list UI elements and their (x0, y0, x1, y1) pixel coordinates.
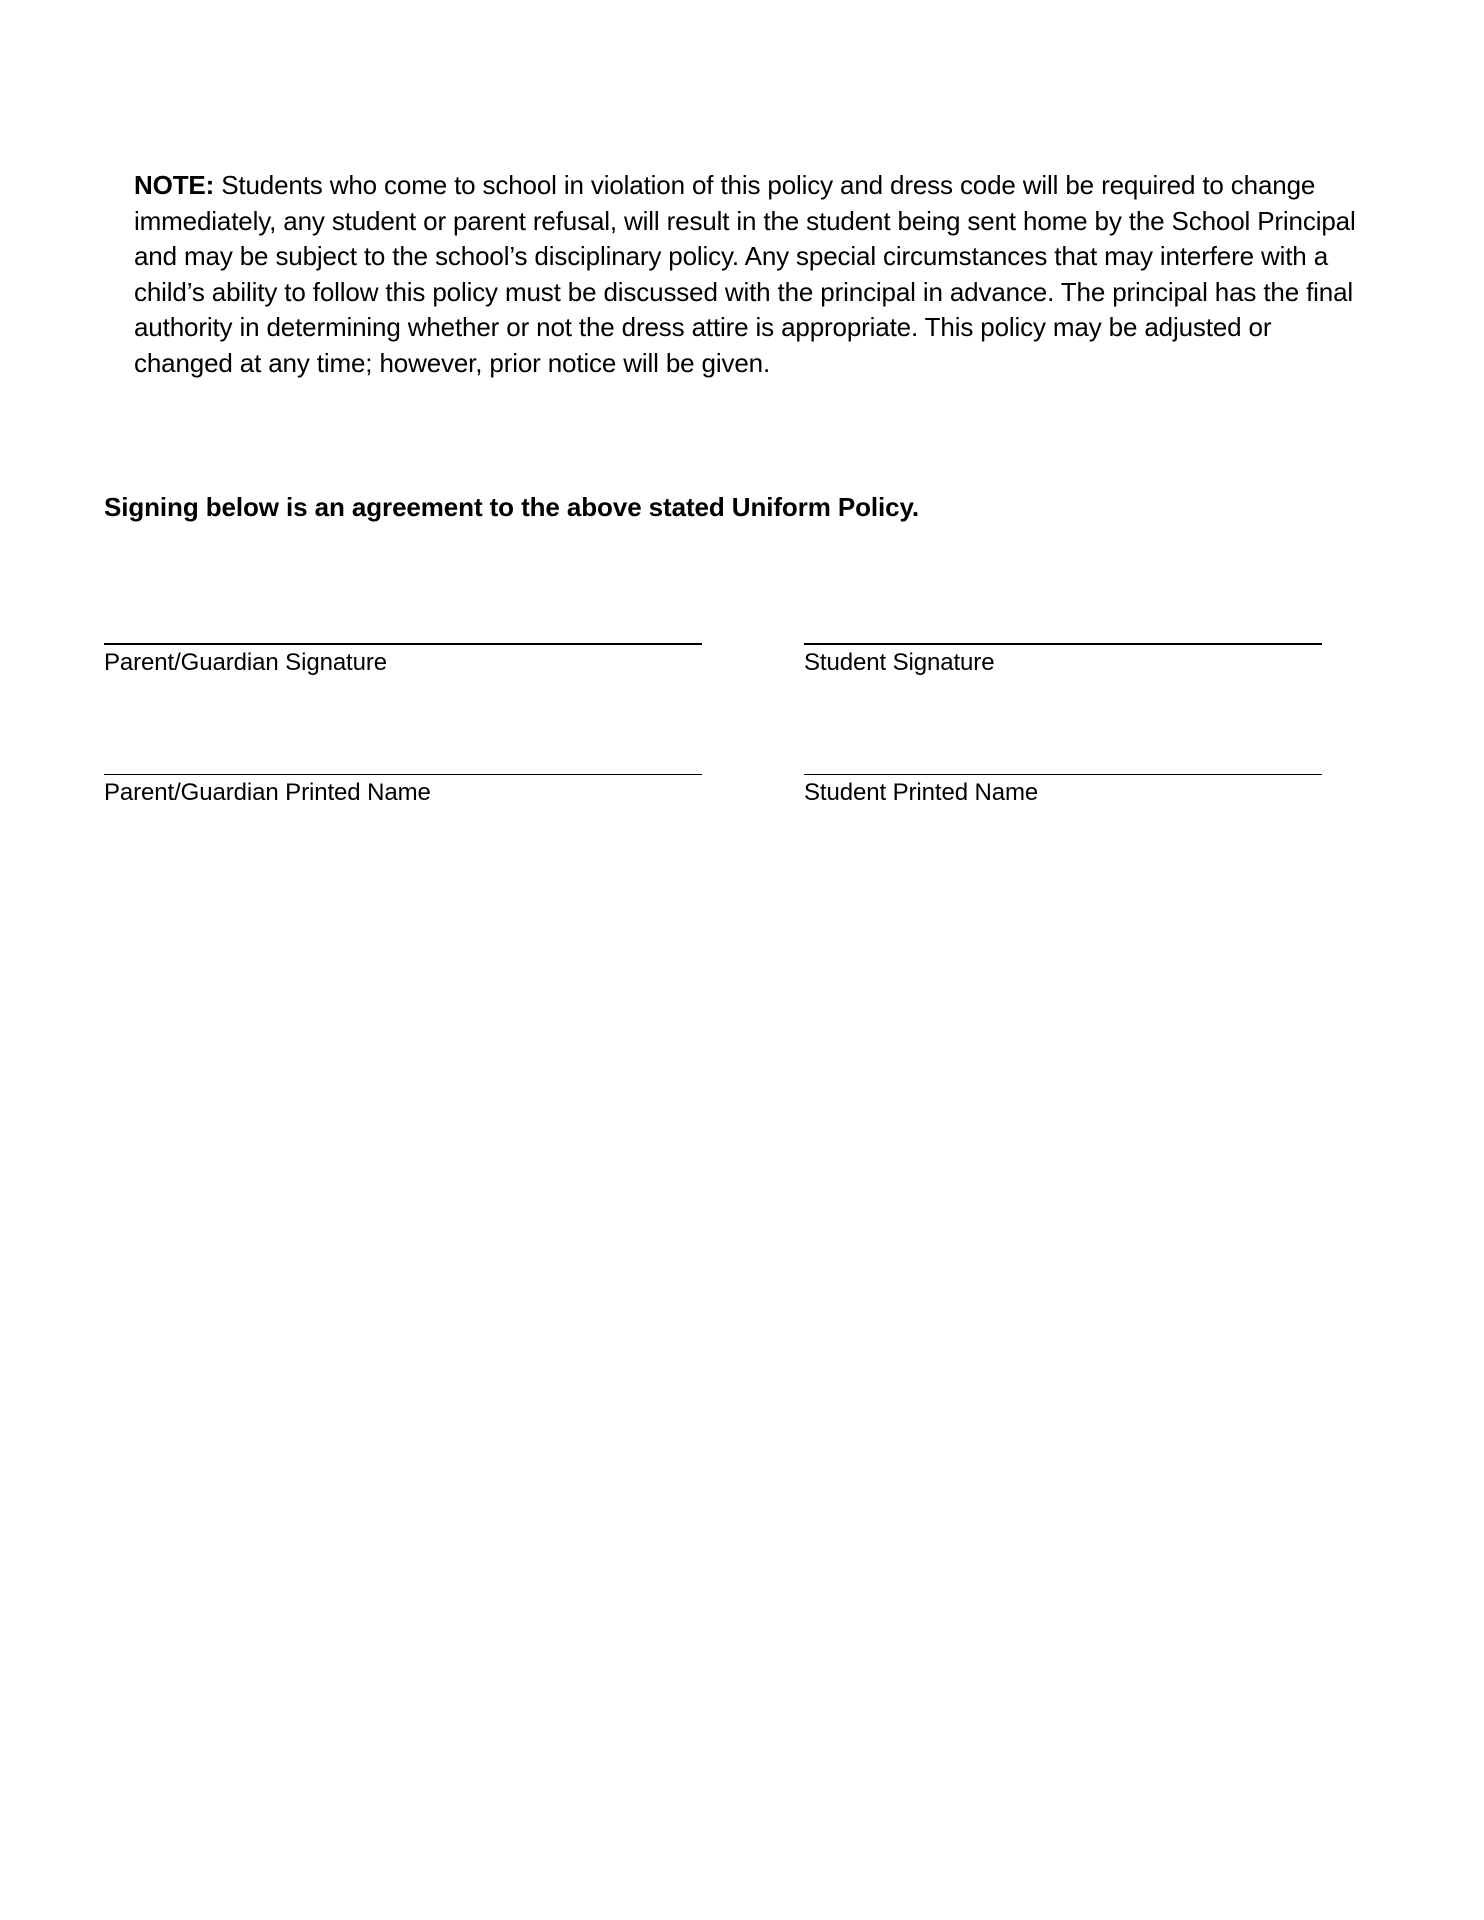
student-printed-name-line[interactable] (804, 774, 1322, 775)
student-printed-name-label: Student Printed Name (804, 779, 1039, 806)
parent-signature-line[interactable] (104, 643, 702, 645)
note-text: Students who come to school in violation of this policy and dress code will be required to change immediately, any student or parent refusal, will result in the student being sent home by the School Principal and may be subject to the school’s disciplinary policy. Any special circumstances that may interfere with a child’s ability to follow this policy must be discussed with the principal in advance. The principal has the final authority in determining whether or not the dress attire is appropriate. This policy may be adjusted or changed at any time; however, prior notice will be given. (134, 170, 1356, 378)
note-label: NOTE: (134, 170, 215, 200)
student-signature-label: Student Signature (804, 649, 995, 676)
parent-printed-name-label: Parent/Guardian Printed Name (104, 779, 431, 806)
agreement-statement: Signing below is an agreement to the above stated Uniform Policy. (104, 492, 920, 522)
parent-signature-label: Parent/Guardian Signature (104, 649, 388, 676)
parent-printed-name-line[interactable] (104, 774, 702, 775)
policy-note (134, 168, 1364, 382)
student-signature-line[interactable] (804, 643, 1322, 645)
